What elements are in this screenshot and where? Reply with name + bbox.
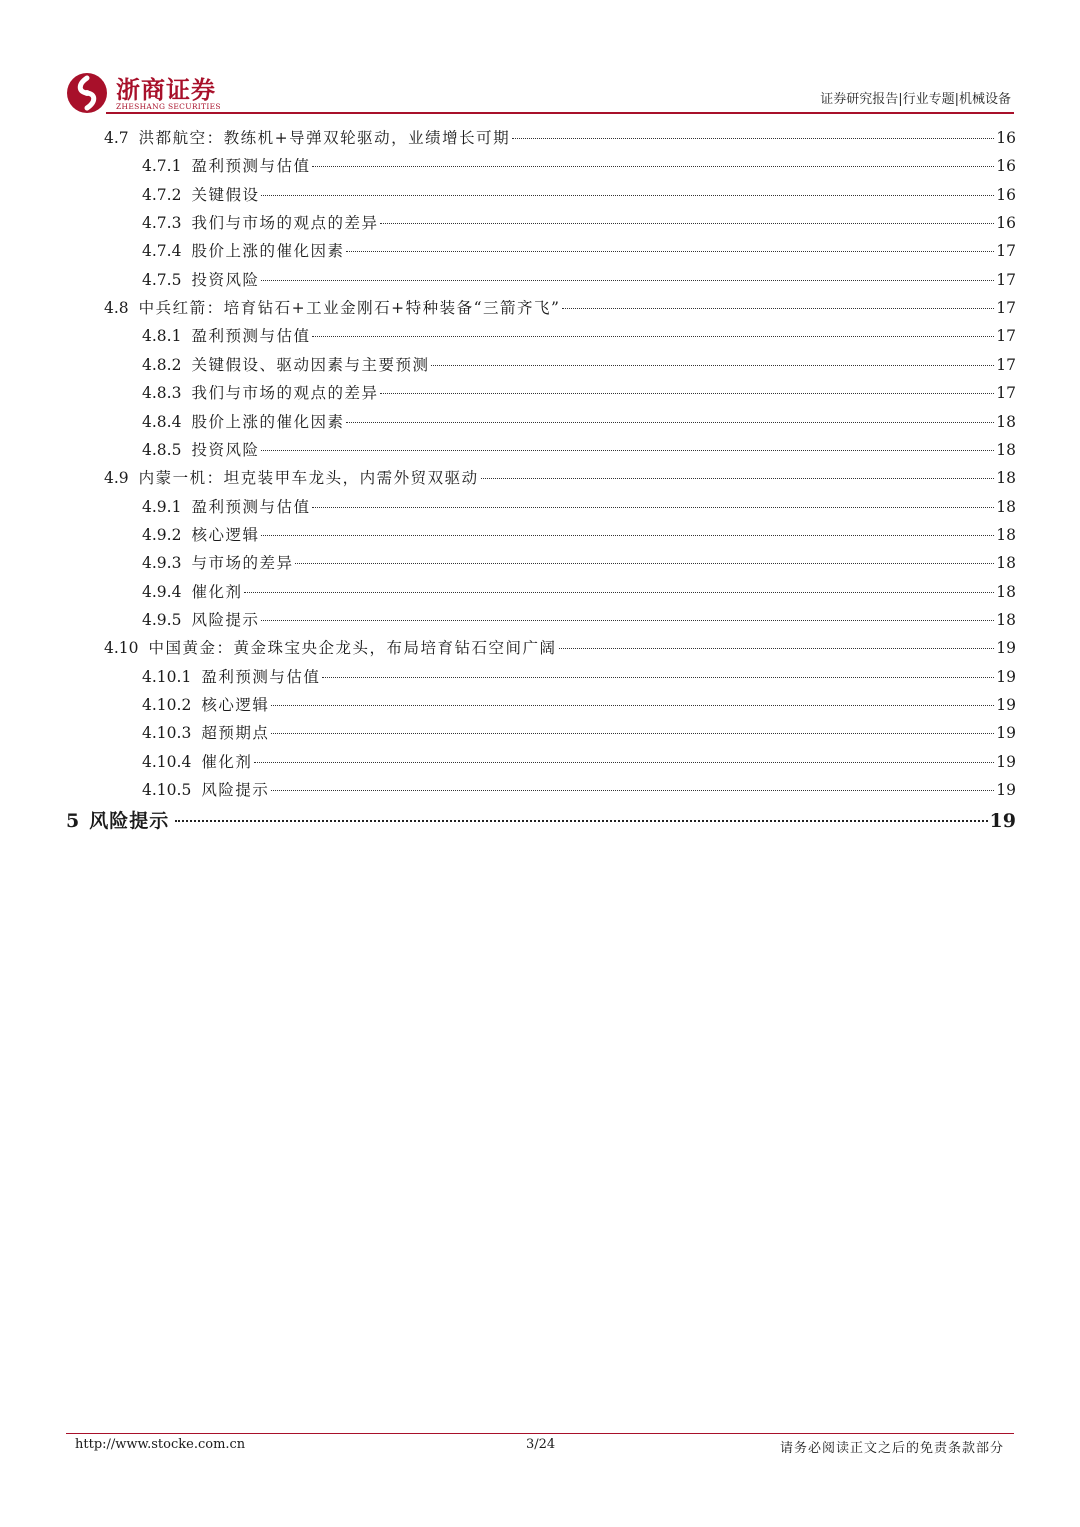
toc-entry[interactable] [104, 636, 1016, 664]
toc-leader-dots [261, 450, 994, 451]
toc-leader-dots [380, 223, 994, 224]
toc-leader-dots [512, 138, 994, 139]
toc-entry[interactable] [142, 580, 1016, 608]
toc-entry-title: 核心逻辑 [191, 525, 260, 544]
toc-entry-number: 4.7.2 [142, 185, 182, 204]
toc-entry-number: 4.7.4 [142, 242, 182, 261]
toc-entry-page: 19 [996, 752, 1016, 771]
toc-entry[interactable] [142, 381, 1016, 409]
toc-entry-page: 17 [996, 270, 1016, 289]
toc-leader-dots [346, 251, 994, 252]
toc-entry-number: 4.9.4 [142, 582, 182, 601]
toc-entry-title: 投资风险 [191, 270, 260, 289]
toc-entry[interactable] [142, 551, 1016, 579]
toc-entry-number: 4.10.5 [142, 781, 192, 800]
toc-entry-number: 4.9.1 [142, 497, 182, 516]
toc-entry-page: 17 [996, 299, 1016, 318]
toc-entry[interactable] [142, 353, 1016, 381]
toc-leader-dots [312, 336, 994, 337]
toc-leader-dots [244, 592, 994, 593]
toc-entry-title: 洪都航空：教练机+导弹双轮驱动，业绩增长可期 [138, 129, 511, 147]
footer-divider [66, 1433, 1014, 1434]
toc-entry[interactable] [142, 750, 1016, 778]
toc-entry-page: 17 [996, 355, 1016, 374]
toc-entry-number: 4.8.5 [142, 440, 182, 459]
toc-entry-page: 16 [996, 129, 1016, 147]
toc-entry[interactable] [142, 778, 1016, 806]
toc-entry-number: 4.7 [104, 129, 129, 147]
toc-entry-title: 关键假设、驱动因素与主要预测 [191, 355, 430, 374]
toc-entry-page: 18 [996, 469, 1016, 488]
toc-entry[interactable] [142, 211, 1016, 239]
toc-leader-dots [271, 733, 994, 734]
toc-entry[interactable] [142, 268, 1016, 296]
toc-entry-title: 盈利预测与估值 [191, 157, 311, 176]
toc-leader-dots [261, 280, 994, 281]
toc-entry-page: 19 [996, 724, 1016, 743]
zheshang-logo-icon [66, 72, 108, 114]
toc-entry-page: 18 [996, 525, 1016, 544]
toc-entry-number: 4.7.5 [142, 270, 182, 289]
toc-entry-title: 中兵红箭：培育钻石+工业金刚石+特种装备“三箭齐飞” [138, 299, 561, 318]
toc-entry[interactable] [142, 183, 1016, 211]
toc-entry-title: 股价上涨的催化因素 [191, 242, 345, 261]
toc-entry-page: 18 [996, 440, 1016, 459]
toc-entry-number: 4.8.1 [142, 327, 182, 346]
header-divider [106, 112, 1014, 114]
brand-logo [66, 70, 226, 116]
toc-entry-page: 16 [996, 185, 1016, 204]
toc-leader-dots [312, 507, 994, 508]
toc-entry[interactable] [104, 296, 1016, 324]
toc-entry[interactable] [142, 608, 1016, 636]
toc-entry-title: 风险提示 [89, 810, 170, 833]
toc-entry-number: 4.10.2 [142, 696, 192, 714]
toc-entry[interactable] [142, 721, 1016, 749]
toc-entry-title: 内蒙一机：坦克装甲车龙头，内需外贸双驱动 [138, 469, 479, 488]
toc-entry-title: 风险提示 [201, 781, 270, 800]
toc-entry[interactable] [142, 154, 1016, 182]
toc-entry-title: 盈利预测与估值 [191, 497, 311, 516]
toc-leader-dots [261, 620, 994, 621]
toc-entry-page: 19 [996, 781, 1016, 800]
toc-entry-number: 5 [66, 810, 80, 833]
toc-entry-page: 19 [996, 667, 1016, 686]
toc-entry-page: 18 [996, 610, 1016, 629]
toc-entry-page: 18 [996, 582, 1016, 601]
toc-entry[interactable] [104, 466, 1016, 494]
toc-entry-title: 我们与市场的观点的差异 [191, 384, 379, 403]
toc-leader-dots [175, 820, 987, 822]
toc-entry[interactable] [142, 410, 1016, 438]
toc-entry-title: 核心逻辑 [201, 696, 270, 714]
toc-entry-number: 4.10 [104, 639, 139, 658]
toc-entry-number: 4.7.1 [142, 157, 182, 176]
toc-leader-dots [380, 393, 994, 394]
toc-entry-title: 催化剂 [201, 752, 253, 771]
toc-entry-number: 4.9.3 [142, 554, 182, 573]
toc-leader-dots [481, 478, 995, 479]
brand-name-en: ZHESHANG SECURITIES [116, 102, 221, 111]
toc-entry-title: 投资风险 [191, 440, 260, 459]
toc-entry-title: 与市场的差异 [191, 554, 294, 573]
toc-leader-dots [312, 166, 994, 167]
toc-leader-dots [431, 365, 994, 366]
toc-entry-number: 4.10.3 [142, 724, 192, 743]
page-number: 3/24 [526, 1437, 556, 1452]
toc-entry[interactable] [142, 523, 1016, 551]
toc-leader-dots [261, 535, 994, 536]
toc-entry-page: 19 [996, 639, 1016, 658]
toc-entry-page: 19 [996, 696, 1016, 714]
toc-entry-number: 4.9.5 [142, 610, 182, 629]
toc-entry-number: 4.8.4 [142, 412, 182, 431]
toc-entry-page: 17 [996, 242, 1016, 261]
toc-leader-dots [271, 790, 994, 791]
toc-leader-dots [261, 195, 994, 196]
toc-leader-dots [295, 563, 994, 564]
toc-entry-title: 关键假设 [191, 185, 260, 204]
disclaimer-note: 请务必阅读正文之后的免责条款部分 [779, 1441, 1004, 1456]
toc-entry-title: 股价上涨的催化因素 [191, 412, 345, 431]
toc-leader-dots [559, 648, 995, 649]
footer-url[interactable]: http://www.stocke.com.cn [75, 1437, 246, 1452]
toc-entry-title: 中国黄金：黄金珠宝央企龙头，布局培育钻石空间广阔 [148, 639, 557, 658]
toc-entry-number: 4.9.2 [142, 525, 182, 544]
toc-leader-dots [346, 422, 994, 423]
toc-leader-dots [322, 677, 994, 678]
toc-entry-page: 17 [996, 327, 1016, 346]
toc-entry-number: 4.10.1 [142, 667, 192, 686]
toc-entry-title: 催化剂 [191, 582, 243, 601]
toc-entry-page: 16 [996, 157, 1016, 176]
toc-entry-page: 19 [989, 810, 1016, 833]
toc-entry-number: 4.8.2 [142, 355, 182, 374]
toc-leader-dots [562, 308, 994, 309]
toc-entry[interactable] [142, 495, 1016, 523]
toc-entry-page: 17 [996, 384, 1016, 403]
toc-entry[interactable] [66, 806, 1016, 834]
toc-entry[interactable] [142, 693, 1016, 721]
toc-entry-title: 风险提示 [191, 610, 260, 629]
toc-entry-page: 18 [996, 554, 1016, 573]
report-category: 证券研究报告|行业专题|机械设备 [820, 92, 1011, 107]
toc-entry-title: 盈利预测与估值 [191, 327, 311, 346]
brand-name-cn: 浙商证券 [116, 76, 216, 104]
toc-entry-title: 我们与市场的观点的差异 [191, 214, 379, 233]
toc-entry[interactable] [104, 126, 1016, 154]
toc-entry-title: 超预期点 [201, 724, 270, 743]
toc-entry[interactable] [142, 665, 1016, 693]
toc-entry-page: 18 [996, 497, 1016, 516]
toc-entry-number: 4.8.3 [142, 384, 182, 403]
toc-entry-number: 4.8 [104, 299, 129, 318]
toc-entry-number: 4.10.4 [142, 752, 192, 771]
toc-entry-page: 16 [996, 214, 1016, 233]
toc-entry[interactable] [142, 438, 1016, 466]
toc-leader-dots [271, 705, 994, 706]
toc-entry-page: 18 [996, 412, 1016, 431]
toc-entry-number: 4.7.3 [142, 214, 182, 233]
toc-entry[interactable] [142, 324, 1016, 352]
toc-entry[interactable] [142, 239, 1016, 267]
toc-leader-dots [254, 762, 994, 763]
toc-entry-number: 4.9 [104, 469, 129, 488]
toc-entry-title: 盈利预测与估值 [201, 667, 321, 686]
